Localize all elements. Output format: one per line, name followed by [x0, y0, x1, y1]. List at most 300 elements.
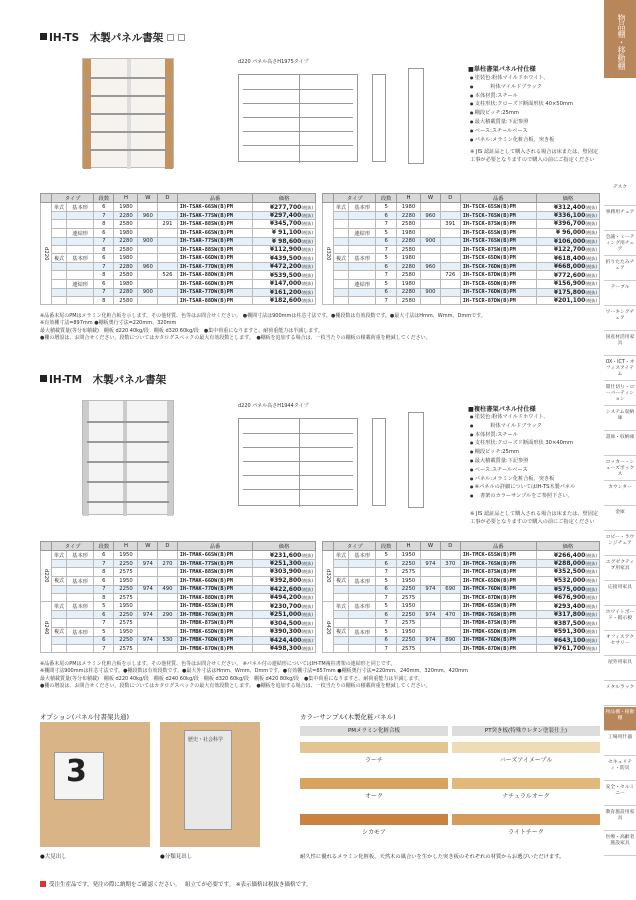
cell-code: IH-TSAR-88SW(B)PM — [177, 245, 253, 253]
table-row — [41, 271, 316, 279]
cell-d: 526 — [158, 271, 178, 279]
cell-dan: 6 — [376, 288, 396, 296]
spec-item: ● 塗装色:粉体マイルドホワイト、 — [470, 74, 600, 83]
cell-d — [158, 288, 178, 296]
cell-type — [349, 288, 376, 296]
cell-code: IH-TSCK-76SW(B)PM — [460, 212, 536, 220]
color-swatch — [300, 742, 448, 753]
cell-d: 370 — [440, 560, 460, 568]
cell-type: 基本形 — [349, 254, 376, 263]
sidebar-item[interactable]: カウンター — [604, 482, 636, 506]
table-row — [323, 212, 600, 220]
cell-w — [138, 593, 158, 601]
cell-code: IH-TSAR-66DW(B)PM — [177, 279, 253, 288]
cell-dan: 5 — [376, 203, 396, 212]
cell-price: ¥182,600(税抜) — [253, 297, 316, 305]
spec-item: ● パネル:メラミン化粧合板、突き板 — [470, 475, 600, 484]
table-row — [41, 263, 316, 271]
sidebar-item[interactable]: テーブル — [604, 282, 636, 306]
sidebar-item[interactable]: システム収納庫 — [604, 407, 636, 431]
cell-grp: 単式 — [52, 551, 67, 560]
table-row — [323, 636, 600, 644]
cell-code: IH-TMCK-76DW(B)PM — [460, 585, 536, 593]
cell-price: ¥175,800(税抜) — [536, 288, 599, 296]
cell-grp — [52, 645, 67, 653]
cell-h: 2580 — [396, 220, 420, 228]
cell-dan: 7 — [94, 560, 114, 568]
cell-price: ¥ 96,000(税抜) — [536, 228, 599, 237]
cell-code: IH-TMAK-66SW(B)PM — [177, 551, 253, 560]
spec-item: ● パネル:メラミン化粧合板、突き板 — [470, 136, 600, 145]
cell-d — [158, 279, 178, 288]
cell-price: ¥161,200(税抜) — [253, 288, 316, 296]
cell-h: 2250 — [396, 585, 420, 593]
cell-d: 530 — [158, 636, 178, 644]
cell-h: 1950 — [396, 627, 420, 636]
cell-grp — [52, 585, 67, 593]
cell-grp — [334, 263, 349, 271]
cell-d — [440, 619, 460, 627]
cell-code: IH-TSAK-66DW(B)PM — [177, 254, 253, 263]
cell-type — [349, 212, 376, 220]
cell-type — [67, 585, 94, 593]
ts-product-photo — [82, 58, 174, 168]
column-header: 段数 — [376, 542, 396, 551]
cell-grp — [52, 279, 67, 288]
cell-dan: 6 — [94, 576, 114, 585]
table-row — [323, 576, 600, 585]
cell-type — [67, 611, 94, 619]
table-row — [323, 602, 600, 611]
cell-code: IH-TSAR-77SW(B)PM — [177, 237, 253, 245]
cell-dan: 6 — [94, 279, 114, 288]
cell-d — [158, 645, 178, 653]
cell-code: IH-TMBK-65DW(B)PM — [177, 627, 253, 636]
tm-price-table-left — [40, 541, 316, 653]
cell-grp — [334, 560, 349, 568]
cell-h: 1950 — [114, 551, 138, 560]
cell-w — [421, 619, 441, 627]
color-swatch-label: ライトチーク — [508, 829, 544, 836]
cell-code: IH-TSAK-77SW(B)PM — [177, 212, 253, 220]
cell-w — [421, 245, 441, 253]
ts-drawing-caption: d220 パネル高さH1975タイプ — [238, 59, 309, 65]
cell-w — [421, 220, 441, 228]
cell-code: IH-TMAK-77DW(B)PM — [177, 585, 253, 593]
cell-dan: 7 — [376, 593, 396, 601]
cell-h: 2280 — [396, 237, 420, 245]
column-header: タイプ — [334, 194, 376, 203]
cell-h: 2250 — [396, 636, 420, 644]
cell-grp — [334, 237, 349, 245]
cell-grp — [334, 593, 349, 601]
sidebar-item[interactable]: ホワイトボード・掲示板 — [604, 607, 636, 631]
cell-type — [67, 619, 94, 627]
cell-w: 974 — [138, 636, 158, 644]
footnote-line: ●棚の増設は、お問合せください。段数についてはカタログスペックの最大有効段数とします。 ●棚板を追加する場合は、一枚当たりの棚板の積載荷重を軽減してください。 — [40, 335, 431, 342]
colors-title: カラーサンプル(木製化粧パネル) — [300, 713, 396, 721]
cell-grp: 複式 — [334, 254, 349, 263]
cell-h: 2580 — [396, 271, 420, 279]
column-header: H — [396, 194, 420, 203]
cell-code: IH-TSAR-77DW(B)PM — [177, 288, 253, 296]
column-header — [41, 194, 52, 203]
cell-price: ¥668,000(税抜) — [536, 263, 599, 271]
column-header: D — [440, 194, 460, 203]
color-swatch — [452, 742, 600, 753]
cell-d: 270 — [158, 560, 178, 568]
cell-code: IH-TMDK-65DW(B)PM — [460, 627, 536, 636]
cell-h: 1950 — [114, 602, 138, 611]
cell-code: IH-TMAK-88SW(B)PM — [177, 568, 253, 576]
cell-d — [158, 627, 178, 636]
cell-price: ¥317,800(税抜) — [536, 611, 599, 619]
cell-grp — [334, 645, 349, 653]
cell-grp: 複式 — [334, 576, 349, 585]
cell-dan: 6 — [376, 585, 396, 593]
cell-price: ¥156,900(税抜) — [536, 279, 599, 288]
sidebar-item[interactable]: 工場用什器 — [604, 732, 636, 756]
cell-w — [421, 602, 441, 611]
cell-price: ¥ 91,100(税抜) — [253, 228, 316, 237]
cell-h: 2280 — [114, 212, 138, 220]
cell-d: 290 — [158, 611, 178, 619]
table-row — [41, 228, 316, 237]
cell-w — [421, 551, 441, 560]
cell-price: ¥396,700(税抜) — [536, 220, 599, 228]
table-row — [323, 263, 600, 271]
cell-type: 基本形 — [67, 576, 94, 585]
cell-type — [349, 560, 376, 568]
column-header: タイプ — [52, 542, 94, 551]
table-header — [41, 542, 316, 551]
cell-dan: 6 — [94, 254, 114, 263]
cell-w — [421, 279, 441, 288]
cell-code: IH-TMBK-76SW(B)PM — [177, 611, 253, 619]
cell-type — [349, 611, 376, 619]
cell-price: ¥352,500(税抜) — [536, 568, 599, 576]
cell-dan: 8 — [94, 593, 114, 601]
sign-heading: 歴史・社会科学 — [188, 737, 224, 743]
info-icon — [167, 34, 174, 41]
cell-code: IH-TMDK-76DW(B)PM — [460, 636, 536, 644]
cell-w — [421, 627, 441, 636]
cell-w — [421, 576, 441, 585]
cell-d — [158, 297, 178, 305]
sidebar-item[interactable]: 国産材活用家具 — [604, 332, 636, 356]
cell-price: ¥303,900(税抜) — [253, 568, 316, 576]
sidebar-item[interactable]: 会議・ミーティング用チェア — [604, 232, 636, 256]
table-row — [323, 220, 600, 228]
cell-d — [158, 568, 178, 576]
cell-grp — [52, 288, 67, 296]
cell-d — [440, 602, 460, 611]
cell-h: 1980 — [114, 279, 138, 288]
cell-type — [67, 645, 94, 653]
cell-dan: 7 — [94, 645, 114, 653]
cell-dan: 7 — [94, 237, 114, 245]
table-row — [41, 279, 316, 288]
cell-dan: 6 — [94, 203, 114, 212]
sidebar-item[interactable]: 事務用チェア — [604, 207, 636, 231]
cell-dan: 5 — [94, 627, 114, 636]
table-row — [323, 627, 600, 636]
cell-d — [440, 254, 460, 263]
cell-type — [67, 220, 94, 228]
cell-w — [138, 297, 158, 305]
ts-side-drawing-2 — [408, 68, 424, 164]
cell-h: 2580 — [114, 297, 138, 305]
cell-d — [158, 254, 178, 263]
column-header: 価格 — [253, 542, 316, 551]
sidebar-item[interactable]: 応接用家具 — [604, 582, 636, 606]
sidebar-item[interactable]: ワーキングチェア — [604, 307, 636, 331]
sidebar-item[interactable]: ロッカー・シューズボックス — [604, 457, 636, 481]
cell-type — [67, 263, 94, 271]
cell-d — [440, 263, 460, 271]
ts-title — [40, 30, 185, 45]
cell-grp — [334, 212, 349, 220]
cell-price: ¥112,900(税抜) — [253, 245, 316, 253]
footer-text: 受注生産品です。発注の際に納期をご確認ください。 組立てが必要です。 ※表示価格は税抜き価格です。 — [49, 882, 312, 888]
cell-h: 2575 — [114, 619, 138, 627]
cell-code: IH-TMAK-66DW(B)PM — [177, 576, 253, 585]
sidebar-item[interactable]: 屋外用家具 — [604, 657, 636, 681]
depth-label: d320 — [323, 203, 334, 305]
cell-type: 基本形 — [349, 602, 376, 611]
tm-price-table-right — [322, 541, 600, 653]
cell-type — [349, 245, 376, 253]
table-row — [323, 237, 600, 245]
colors-col1-header: PMメラミン化粧合板 — [300, 726, 448, 736]
cell-price: ¥201,100(税抜) — [536, 297, 599, 305]
table-row — [41, 288, 316, 296]
sidebar-item[interactable]: 金庫 — [604, 507, 636, 531]
sidebar-item[interactable]: 安全・セルミニー — [604, 782, 636, 806]
column-header: D — [158, 194, 178, 203]
column-header: 品番 — [460, 542, 536, 551]
cell-grp — [52, 228, 67, 237]
cell-grp — [334, 279, 349, 288]
cell-d — [158, 602, 178, 611]
sidebar-item[interactable]: デスク — [604, 182, 636, 206]
cell-price: ¥266,400(税抜) — [536, 551, 599, 560]
cell-h: 2280 — [114, 288, 138, 296]
cell-price: ¥390,300(税抜) — [253, 627, 316, 636]
sidebar-item[interactable]: オフィスアクセサリー — [604, 632, 636, 656]
cell-dan: 7 — [94, 288, 114, 296]
sidebar-item[interactable]: メタルラック — [604, 682, 636, 706]
cell-grp — [334, 288, 349, 296]
cell-grp — [334, 619, 349, 627]
cell-h: 2580 — [114, 245, 138, 253]
cell-grp — [334, 220, 349, 228]
cell-type: 基本形 — [67, 602, 94, 611]
cell-dan: 7 — [94, 619, 114, 627]
cell-w: 900 — [421, 288, 441, 296]
cell-d — [440, 245, 460, 253]
cell-w: 900 — [421, 237, 441, 245]
spec-item: ● 本体材質:スチール — [470, 431, 600, 440]
sidebar-item[interactable]: エグゼクティブ用家具 — [604, 557, 636, 581]
column-header: H — [114, 542, 138, 551]
color-swatch — [452, 814, 600, 825]
cell-type: 基本形 — [67, 203, 94, 212]
cell-code: IH-TMAK-77SW(B)PM — [177, 560, 253, 568]
table-header — [323, 542, 600, 551]
sidebar-item[interactable]: 間仕切り・ローパーティション — [604, 382, 636, 406]
cell-price: ¥472,200(税抜) — [253, 263, 316, 271]
footnote-line: 最大積載質量(等分布積載) 棚板 d220 40kg/段 棚板 d240 60kg/段 棚板 d320 60kg/段 棚板 d420 80kg/段 ●集中荷重になりますと、耐荷重能力は半減します。 — [40, 675, 423, 682]
cell-price: ¥251,000(税抜) — [253, 611, 316, 619]
cell-d — [158, 551, 178, 560]
cell-grp: 単式 — [334, 602, 349, 611]
table-row — [41, 627, 316, 636]
table-row — [41, 645, 316, 653]
cell-w — [421, 271, 441, 279]
cell-type: 連結形 — [349, 228, 376, 237]
sidebar-item[interactable]: 医療・高齢者施設家具 — [604, 832, 636, 856]
cell-code: IH-TMCK-87DW(B)PM — [460, 593, 536, 601]
ts-jis-note: ※ JIS 認証品として購入される場合は床または、壁固定工事が必要となりますので購入の前にご指定ください — [470, 149, 599, 163]
cell-type — [349, 585, 376, 593]
table-row — [41, 254, 316, 263]
color-swatch-label: シカモア — [361, 829, 386, 836]
table-row — [323, 254, 600, 263]
column-header: H — [396, 542, 420, 551]
cell-price: ¥387,500(税抜) — [536, 619, 599, 627]
cell-price: ¥422,600(税抜) — [253, 585, 316, 593]
cell-type — [67, 636, 94, 644]
square-bullet-icon — [40, 375, 47, 382]
cell-dan: 8 — [94, 297, 114, 305]
cell-w — [138, 619, 158, 627]
cell-grp — [52, 212, 67, 220]
cell-dan: 6 — [376, 263, 396, 271]
cell-grp — [52, 237, 67, 245]
cell-dan: 7 — [376, 297, 396, 305]
sidebar-item[interactable]: 書庫・収納庫 — [604, 432, 636, 456]
cell-type: 基本形 — [67, 551, 94, 560]
cell-type: 連結形 — [349, 279, 376, 288]
cell-d — [440, 212, 460, 220]
sidebar-item[interactable]: OX・ICT・オフィスアイテム — [604, 357, 636, 381]
cell-h: 2575 — [396, 645, 420, 653]
column-header: H — [114, 194, 138, 203]
category-sidebar — [604, 0, 636, 900]
cell-type — [349, 593, 376, 601]
cell-grp — [334, 611, 349, 619]
cell-grp — [334, 271, 349, 279]
cell-w — [138, 203, 158, 212]
option-photo-main — [40, 722, 150, 847]
cell-h: 2575 — [396, 568, 420, 576]
cell-d: 391 — [440, 220, 460, 228]
sidebar-item[interactable]: 折りたたみチェア — [604, 257, 636, 281]
cell-code: IH-TSCK-87DW(B)PM — [460, 271, 536, 279]
cell-dan: 7 — [376, 619, 396, 627]
spec-item: ● 棚段ピッチ:25mm — [470, 109, 600, 118]
cell-d — [440, 297, 460, 305]
column-header: 段数 — [94, 194, 114, 203]
cell-d — [158, 203, 178, 212]
cell-type: 基本形 — [67, 254, 94, 263]
cell-w: 974 — [421, 611, 441, 619]
cell-d: 690 — [440, 585, 460, 593]
cell-price: ¥439,500(税抜) — [253, 254, 316, 263]
sidebar-item[interactable]: セキュリティ・防災 — [604, 757, 636, 781]
cell-code: IH-TSCR-65SW(B)PM — [460, 228, 536, 237]
ts-price-table-left — [40, 193, 316, 305]
table-row — [323, 645, 600, 653]
cell-price: ¥618,400(税抜) — [536, 254, 599, 263]
cell-h: 2250 — [114, 636, 138, 644]
ts-spec-title: ■単柱書架パネル付仕様 — [468, 66, 536, 73]
cell-d — [440, 551, 460, 560]
cell-w — [138, 602, 158, 611]
tm-front-drawing — [238, 418, 358, 506]
cell-dan: 5 — [376, 279, 396, 288]
cell-dan: 8 — [94, 245, 114, 253]
sidebar-head: 物品棚・移動棚 — [604, 0, 636, 78]
sidebar-item[interactable]: 物品棚・移動棚 — [604, 707, 636, 731]
tm-side-drawing — [372, 418, 386, 506]
cell-dan: 5 — [376, 551, 396, 560]
ts-front-drawing — [238, 74, 358, 162]
cell-price: ¥676,900(税抜) — [536, 593, 599, 601]
table-row — [41, 636, 316, 644]
color-swatch-label: バーズアイメープル — [499, 757, 553, 764]
tm-jis-note: ※ JIS 認証品として購入される場合は床または、壁固定工事が必要となりますので購入の前にご指定ください — [470, 511, 599, 525]
depth-label: d220 — [41, 203, 52, 305]
cell-code: IH-TMBK-65SW(B)PM — [177, 602, 253, 611]
cell-d — [440, 576, 460, 585]
footnote-line: ※品番末尾のPMはメラミン化粧合板を示します。その他材質、色等はお問合せください。 ●棚間寸法は900mmは柱芯寸法です。●棚段数は有効段数です。●最大寸法はHmm、Wmm、Dmmです。 — [40, 313, 486, 319]
cell-d — [158, 619, 178, 627]
cell-code: IH-TMDK-87SW(B)PM — [460, 619, 536, 627]
cell-w: 960 — [138, 263, 158, 271]
ts-spec-list — [470, 74, 600, 144]
cell-code: IH-TMCK-76SW(B)PM — [460, 560, 536, 568]
cell-d — [440, 593, 460, 601]
column-header: W — [138, 542, 158, 551]
cell-w: 900 — [138, 288, 158, 296]
cell-type: 基本形 — [349, 576, 376, 585]
cell-h: 2280 — [396, 212, 420, 220]
cell-grp: 単式 — [334, 203, 349, 212]
sidebar-item[interactable]: 教育施設用家具 — [604, 807, 636, 831]
sidebar-item[interactable]: ロビー・ラウンジチェア — [604, 532, 636, 556]
cell-h: 1950 — [114, 576, 138, 585]
cell-price: ¥288,000(税抜) — [536, 560, 599, 568]
cell-price: ¥336,100(税抜) — [536, 212, 599, 220]
spec-item: ● 最大積載質量:下記参照 — [470, 118, 600, 127]
depth-label: d420 — [323, 602, 334, 653]
cell-type — [349, 636, 376, 644]
cell-price: ¥392,800(税抜) — [253, 576, 316, 585]
cell-grp — [52, 568, 67, 576]
table-row — [41, 593, 316, 601]
cell-dan: 6 — [94, 551, 114, 560]
cell-price: ¥643,100(税抜) — [536, 636, 599, 644]
cell-dan: 5 — [94, 602, 114, 611]
cell-w — [138, 228, 158, 237]
color-swatch-label: ナチュラルオーク — [502, 793, 550, 800]
table-row — [323, 297, 600, 305]
cell-dan: 7 — [94, 263, 114, 271]
cell-type — [67, 297, 94, 305]
option-label-sub: ●分類見出し — [160, 854, 193, 860]
